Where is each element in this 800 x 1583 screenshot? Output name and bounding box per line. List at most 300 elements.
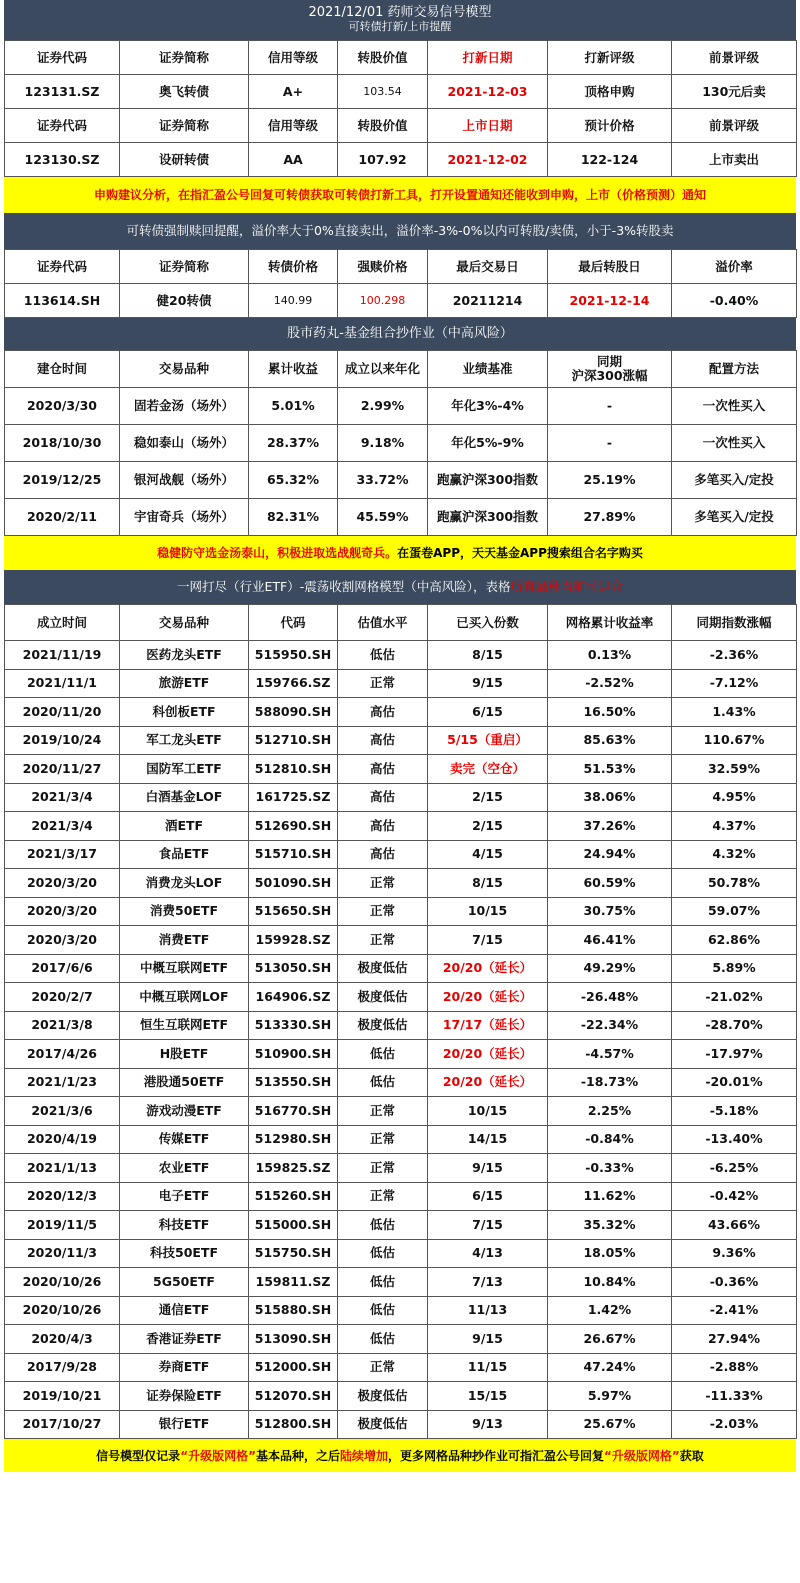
fund-row	[5, 388, 797, 425]
table-cell: 2020/11/3	[5, 1239, 120, 1268]
etf-title-red: 所有品种当前可建仓	[510, 579, 623, 594]
table-cell: 32.59%	[672, 755, 797, 784]
table-cell: 2021/11/19	[5, 641, 120, 670]
table-cell: 1.42%	[548, 1296, 672, 1325]
etf-row	[5, 1125, 797, 1154]
table-cell: 极度低估	[338, 1410, 428, 1439]
fund-table	[4, 350, 797, 536]
fund-row	[5, 425, 797, 462]
table-cell: 159825.SZ	[249, 1154, 338, 1183]
table-cell: 低估	[338, 1325, 428, 1354]
table-cell: 501090.SH	[249, 869, 338, 898]
etf-row	[5, 1325, 797, 1354]
table-cell: 证券保险ETF	[120, 1382, 249, 1411]
col-header: 同期指数涨幅	[672, 605, 797, 641]
table-cell: 122-124	[548, 143, 672, 177]
table-cell: 2020/4/19	[5, 1125, 120, 1154]
table-cell: 51.53%	[548, 755, 672, 784]
table-cell: 2019/12/25	[5, 462, 120, 499]
col-header: 证券简称	[120, 41, 249, 75]
table-cell: -11.33%	[672, 1382, 797, 1411]
table-cell: 8/15	[428, 641, 548, 670]
table-cell: -28.70%	[672, 1011, 797, 1040]
footer-bar	[4, 1439, 796, 1472]
table-cell: 10/15	[428, 1097, 548, 1126]
table-cell: -0.84%	[548, 1125, 672, 1154]
table-cell: 513050.SH	[249, 954, 338, 983]
table-cell: 一次性买入	[672, 388, 797, 425]
col-header: 证券简称	[120, 250, 249, 284]
table-cell: 低估	[338, 641, 428, 670]
col-header: 最后交易日	[428, 250, 548, 284]
table-cell: 140.99	[249, 284, 338, 318]
table-cell: 酒ETF	[120, 812, 249, 841]
table-cell: 2020/10/26	[5, 1268, 120, 1297]
table-cell: 512710.SH	[249, 726, 338, 755]
etf-row	[5, 726, 797, 755]
footer-text-3: 基本品种，之后	[255, 1448, 340, 1463]
table-cell: A+	[249, 75, 338, 109]
col-header: 成立时间	[5, 605, 120, 641]
col-header: 已买入份数	[428, 605, 548, 641]
table-cell: 45.59%	[338, 499, 428, 536]
col-header: 预计价格	[548, 109, 672, 143]
table-cell: 60.59%	[548, 869, 672, 898]
table-cell: 年化3%-4%	[428, 388, 548, 425]
table-cell: 515260.SH	[249, 1182, 338, 1211]
table-cell: 低估	[338, 1040, 428, 1069]
table-cell: 游戏动漫ETF	[120, 1097, 249, 1126]
table-cell: 2021/1/23	[5, 1068, 120, 1097]
table-cell: 消费50ETF	[120, 897, 249, 926]
table-cell: 7/13	[428, 1268, 548, 1297]
page-title: 2021/12/01 药师交易信号模型	[308, 5, 492, 20]
table-cell: 11/15	[428, 1353, 548, 1382]
table-cell: -6.25%	[672, 1154, 797, 1183]
col-header: 转债价格	[249, 250, 338, 284]
table-cell: 高估	[338, 783, 428, 812]
footer-text-6: “升级版网格”	[604, 1448, 680, 1463]
table-cell: 8/15	[428, 869, 548, 898]
table-cell: 4.37%	[672, 812, 797, 841]
table-cell: 上市卖出	[672, 143, 797, 177]
table-cell: 515880.SH	[249, 1296, 338, 1325]
table-cell: 2020/3/30	[5, 388, 120, 425]
table-cell: -17.97%	[672, 1040, 797, 1069]
table-cell: 113614.SH	[5, 284, 120, 318]
table-cell: -	[548, 425, 672, 462]
table-cell: -0.33%	[548, 1154, 672, 1183]
table-cell: 高估	[338, 698, 428, 727]
col-header: 打新评级	[548, 41, 672, 75]
etf-row	[5, 812, 797, 841]
table-cell: 164906.SZ	[249, 983, 338, 1012]
table-cell: 券商ETF	[120, 1353, 249, 1382]
table-cell: -2.03%	[672, 1410, 797, 1439]
table-cell: 85.63%	[548, 726, 672, 755]
table-cell: 2021-12-03	[428, 75, 548, 109]
table-cell: 2020/2/7	[5, 983, 120, 1012]
table-cell: 65.32%	[249, 462, 338, 499]
table-cell: 20/20（延长）	[428, 954, 548, 983]
table-cell: 107.92	[338, 143, 428, 177]
table-cell: -4.57%	[548, 1040, 672, 1069]
table-cell: 高估	[338, 726, 428, 755]
table-cell: -2.41%	[672, 1296, 797, 1325]
table-cell: 正常	[338, 1097, 428, 1126]
table-cell: 515650.SH	[249, 897, 338, 926]
redeem-header-row	[5, 250, 797, 284]
col-header: 证券代码	[5, 41, 120, 75]
table-cell: 47.24%	[548, 1353, 672, 1382]
table-cell: 30.75%	[548, 897, 672, 926]
table-cell: 0.13%	[548, 641, 672, 670]
signal-page	[4, 0, 796, 1472]
col-header: 转股价值	[338, 41, 428, 75]
table-cell: 513550.SH	[249, 1068, 338, 1097]
table-cell: 正常	[338, 1353, 428, 1382]
table-cell: 20/20（延长）	[428, 1040, 548, 1069]
table-cell: 2020/10/26	[5, 1296, 120, 1325]
table-cell: 33.72%	[338, 462, 428, 499]
table-cell: 11.62%	[548, 1182, 672, 1211]
etf-row	[5, 1182, 797, 1211]
table-cell: 2021/3/8	[5, 1011, 120, 1040]
table-cell: -0.36%	[672, 1268, 797, 1297]
table-cell: 多笔买入/定投	[672, 499, 797, 536]
etf-row	[5, 1239, 797, 1268]
etf-row	[5, 1382, 797, 1411]
table-cell: 512000.SH	[249, 1353, 338, 1382]
table-cell: 11/13	[428, 1296, 548, 1325]
table-cell: 161725.SZ	[249, 783, 338, 812]
redeem-title: 可转债强制赎回提醒，溢价率大于0%直接卖出，溢价率-3%-0%以内可转股/卖债，小于-3%转股卖	[126, 223, 674, 238]
col-header: 交易品种	[120, 605, 249, 641]
table-cell: 2.25%	[548, 1097, 672, 1126]
table-cell: H股ETF	[120, 1040, 249, 1069]
table-cell: 恒生互联网ETF	[120, 1011, 249, 1040]
table-cell: 2/15	[428, 783, 548, 812]
table-cell: 2020/4/3	[5, 1325, 120, 1354]
table-cell: -5.18%	[672, 1097, 797, 1126]
etf-row	[5, 641, 797, 670]
footer-text-5: ，更多网格品种抄作业可指汇盈公号回复	[388, 1448, 605, 1463]
col-header: 信用等级	[249, 109, 338, 143]
fund-row	[5, 499, 797, 536]
table-cell: 20211214	[428, 284, 548, 318]
table-cell: 奥飞转债	[120, 75, 249, 109]
table-cell: 高估	[338, 840, 428, 869]
table-cell: 515710.SH	[249, 840, 338, 869]
etf-row	[5, 755, 797, 784]
table-cell: 512800.SH	[249, 1410, 338, 1439]
table-cell: 38.06%	[548, 783, 672, 812]
etf-table	[4, 604, 797, 1439]
table-cell: 25.19%	[548, 462, 672, 499]
table-cell: -2.52%	[548, 669, 672, 698]
table-cell: 7/15	[428, 926, 548, 955]
etf-row	[5, 1097, 797, 1126]
table-cell: 多笔买入/定投	[672, 462, 797, 499]
table-cell: 9.36%	[672, 1239, 797, 1268]
table-cell: 59.07%	[672, 897, 797, 926]
table-cell: 正常	[338, 869, 428, 898]
table-cell: 6/15	[428, 698, 548, 727]
table-cell: -0.40%	[672, 284, 797, 318]
table-cell: 低估	[338, 1211, 428, 1240]
etf-row	[5, 669, 797, 698]
table-cell: 极度低估	[338, 954, 428, 983]
table-cell: 科技50ETF	[120, 1239, 249, 1268]
etf-row	[5, 926, 797, 955]
table-cell: 科技ETF	[120, 1211, 249, 1240]
table-cell: 515750.SH	[249, 1239, 338, 1268]
table-cell: 港股通50ETF	[120, 1068, 249, 1097]
table-cell: 正常	[338, 897, 428, 926]
table-cell: 50.78%	[672, 869, 797, 898]
table-cell: 27.94%	[672, 1325, 797, 1354]
cb-new-table	[4, 40, 797, 177]
col-header: 打新日期	[428, 41, 548, 75]
notice-bar-1	[4, 177, 796, 213]
etf-row	[5, 1211, 797, 1240]
etf-row	[5, 783, 797, 812]
table-cell: 低估	[338, 1268, 428, 1297]
table-cell: 10/15	[428, 897, 548, 926]
table-cell: 515000.SH	[249, 1211, 338, 1240]
table-cell: 123131.SZ	[5, 75, 120, 109]
col-header: 溢价率	[672, 250, 797, 284]
col-header: 累计收益	[249, 351, 338, 388]
table-cell: 固若金汤（场外）	[120, 388, 249, 425]
table-cell: 17/17（延长）	[428, 1011, 548, 1040]
table-cell: 传媒ETF	[120, 1125, 249, 1154]
table-cell: 103.54	[338, 75, 428, 109]
col-header: 转股价值	[338, 109, 428, 143]
page-subtitle: 可转债打新/上市提醒	[348, 20, 452, 33]
table-cell: 跑赢沪深300指数	[428, 462, 548, 499]
etf-row	[5, 897, 797, 926]
table-cell: 110.67%	[672, 726, 797, 755]
table-cell: 低估	[338, 1068, 428, 1097]
col-header: 建仓时间	[5, 351, 120, 388]
etf-title: 一网打尽（行业ETF）-震荡收割网格模型（中高风险），表格	[176, 579, 511, 594]
table-cell: 2021/1/13	[5, 1154, 120, 1183]
table-cell: 2021/3/17	[5, 840, 120, 869]
table-cell: 159766.SZ	[249, 669, 338, 698]
table-cell: 香港证券ETF	[120, 1325, 249, 1354]
etf-row	[5, 840, 797, 869]
table-cell: 白酒基金LOF	[120, 783, 249, 812]
table-cell: 5.01%	[249, 388, 338, 425]
page-title-header	[4, 0, 796, 40]
table-cell: 军工龙头ETF	[120, 726, 249, 755]
table-cell: 14/15	[428, 1125, 548, 1154]
col-header: 业绩基准	[428, 351, 548, 388]
table-cell: 516770.SH	[249, 1097, 338, 1126]
table-cell: -18.73%	[548, 1068, 672, 1097]
table-cell: 2021-12-02	[428, 143, 548, 177]
table-cell: 9/13	[428, 1410, 548, 1439]
table-cell: 健20转债	[120, 284, 249, 318]
cb-header-row-2	[5, 109, 797, 143]
table-cell: 2019/10/21	[5, 1382, 120, 1411]
table-cell: 4.32%	[672, 840, 797, 869]
table-cell: AA	[249, 143, 338, 177]
table-cell: 2020/11/27	[5, 755, 120, 784]
table-cell: 28.37%	[249, 425, 338, 462]
table-cell: 10.84%	[548, 1268, 672, 1297]
table-cell: 35.32%	[548, 1211, 672, 1240]
table-cell: 25.67%	[548, 1410, 672, 1439]
col-header: 强赎价格	[338, 250, 428, 284]
etf-row	[5, 1268, 797, 1297]
col-header: 证券简称	[120, 109, 249, 143]
table-cell: 9/15	[428, 1154, 548, 1183]
table-cell: 设研转债	[120, 143, 249, 177]
table-cell: 37.26%	[548, 812, 672, 841]
table-cell: 159928.SZ	[249, 926, 338, 955]
table-cell: 510900.SH	[249, 1040, 338, 1069]
table-cell: 年化5%-9%	[428, 425, 548, 462]
table-cell: 银河战舰（场外）	[120, 462, 249, 499]
notice-text-2-black: 在蛋卷APP，天天基金APP搜索组合名字购买	[397, 546, 643, 560]
table-cell: 中概互联网ETF	[120, 954, 249, 983]
etf-row	[5, 1353, 797, 1382]
cb-header-row-1	[5, 41, 797, 75]
table-cell: 高估	[338, 755, 428, 784]
table-cell: 5.97%	[548, 1382, 672, 1411]
table-cell: 通信ETF	[120, 1296, 249, 1325]
table-cell: 6/15	[428, 1182, 548, 1211]
col-header: 信用等级	[249, 41, 338, 75]
etf-row	[5, 983, 797, 1012]
table-cell: 高估	[338, 812, 428, 841]
fund-title: 股市药丸-基金组合抄作业（中高风险）	[287, 326, 513, 341]
table-cell: 130元后卖	[672, 75, 797, 109]
table-cell: 1.43%	[672, 698, 797, 727]
table-cell: -13.40%	[672, 1125, 797, 1154]
table-cell: -21.02%	[672, 983, 797, 1012]
col-header-line: 同期	[596, 354, 622, 369]
table-cell: 正常	[338, 1182, 428, 1211]
table-cell: 2017/4/26	[5, 1040, 120, 1069]
fund-rows	[5, 388, 797, 536]
table-cell: 2017/10/27	[5, 1410, 120, 1439]
table-cell: 卖完（空仓）	[428, 755, 548, 784]
table-cell: 15/15	[428, 1382, 548, 1411]
table-cell: 46.41%	[548, 926, 672, 955]
col-header: 代码	[249, 605, 338, 641]
table-cell: 2020/3/20	[5, 897, 120, 926]
table-cell: 49.29%	[548, 954, 672, 983]
table-cell: 9/15	[428, 669, 548, 698]
col-header: 交易品种	[120, 351, 249, 388]
table-cell: 26.67%	[548, 1325, 672, 1354]
col-header: 上市日期	[428, 109, 548, 143]
redeem-header	[4, 213, 796, 249]
table-cell: 一次性买入	[672, 425, 797, 462]
table-cell: 9/15	[428, 1325, 548, 1354]
table-cell: 2019/10/24	[5, 726, 120, 755]
table-cell: 513330.SH	[249, 1011, 338, 1040]
footer-text-1: 信号模型仅记录	[96, 1448, 181, 1463]
table-cell: 515950.SH	[249, 641, 338, 670]
table-cell: 2020/2/11	[5, 499, 120, 536]
table-cell: 5.89%	[672, 954, 797, 983]
table-cell: 正常	[338, 1125, 428, 1154]
table-cell: 低估	[338, 1296, 428, 1325]
table-cell: 国防军工ETF	[120, 755, 249, 784]
table-cell: 旅游ETF	[120, 669, 249, 698]
table-cell: 5/15（重启）	[428, 726, 548, 755]
table-cell: 123130.SZ	[5, 143, 120, 177]
redeem-table	[4, 249, 797, 318]
table-cell: 消费龙头LOF	[120, 869, 249, 898]
table-cell: 宇宙奇兵（场外）	[120, 499, 249, 536]
col-header: 成立以来年化	[338, 351, 428, 388]
table-cell: 2/15	[428, 812, 548, 841]
table-cell: 农业ETF	[120, 1154, 249, 1183]
cb-row-2	[5, 143, 797, 177]
redeem-row	[5, 284, 797, 318]
table-cell: 20/20（延长）	[428, 983, 548, 1012]
etf-header	[4, 570, 796, 604]
table-cell: 消费ETF	[120, 926, 249, 955]
table-cell: -20.01%	[672, 1068, 797, 1097]
etf-row	[5, 1068, 797, 1097]
cb-row-1	[5, 75, 797, 109]
table-cell: 24.94%	[548, 840, 672, 869]
table-cell: 顶格申购	[548, 75, 672, 109]
table-cell: 512070.SH	[249, 1382, 338, 1411]
table-cell: 16.50%	[548, 698, 672, 727]
table-cell: -26.48%	[548, 983, 672, 1012]
etf-row	[5, 1410, 797, 1439]
table-cell: 62.86%	[672, 926, 797, 955]
table-cell: 7/15	[428, 1211, 548, 1240]
table-cell: 27.89%	[548, 499, 672, 536]
col-header: 证券代码	[5, 109, 120, 143]
table-cell: 极度低估	[338, 1382, 428, 1411]
table-cell: 512690.SH	[249, 812, 338, 841]
table-cell: -0.42%	[672, 1182, 797, 1211]
table-cell: 2018/10/30	[5, 425, 120, 462]
notice-bar-2	[4, 536, 796, 570]
table-cell: 512980.SH	[249, 1125, 338, 1154]
col-header: 配置方法	[672, 351, 797, 388]
footer-text-7: 获取	[679, 1448, 704, 1463]
table-cell: -7.12%	[672, 669, 797, 698]
table-cell: 2017/9/28	[5, 1353, 120, 1382]
table-cell: 9.18%	[338, 425, 428, 462]
table-cell: 2021/3/4	[5, 783, 120, 812]
table-cell: 2020/3/20	[5, 926, 120, 955]
etf-row	[5, 1040, 797, 1069]
table-cell: 100.298	[338, 284, 428, 318]
table-cell: 正常	[338, 669, 428, 698]
notice-text-1: 申购建议分析，在指汇盈公号回复可转债获取可转债打新工具，打开设置通知还能收到申购，上市（价格预测）通知	[93, 188, 706, 202]
col-header: 证券代码	[5, 250, 120, 284]
table-cell: 2020/12/3	[5, 1182, 120, 1211]
table-cell: 588090.SH	[249, 698, 338, 727]
table-cell: 正常	[338, 926, 428, 955]
table-cell: 5G50ETF	[120, 1268, 249, 1297]
table-cell: 2021/11/1	[5, 669, 120, 698]
table-cell: 极度低估	[338, 983, 428, 1012]
table-cell: 2021/3/6	[5, 1097, 120, 1126]
col-header-line: 沪深300涨幅	[571, 368, 648, 383]
